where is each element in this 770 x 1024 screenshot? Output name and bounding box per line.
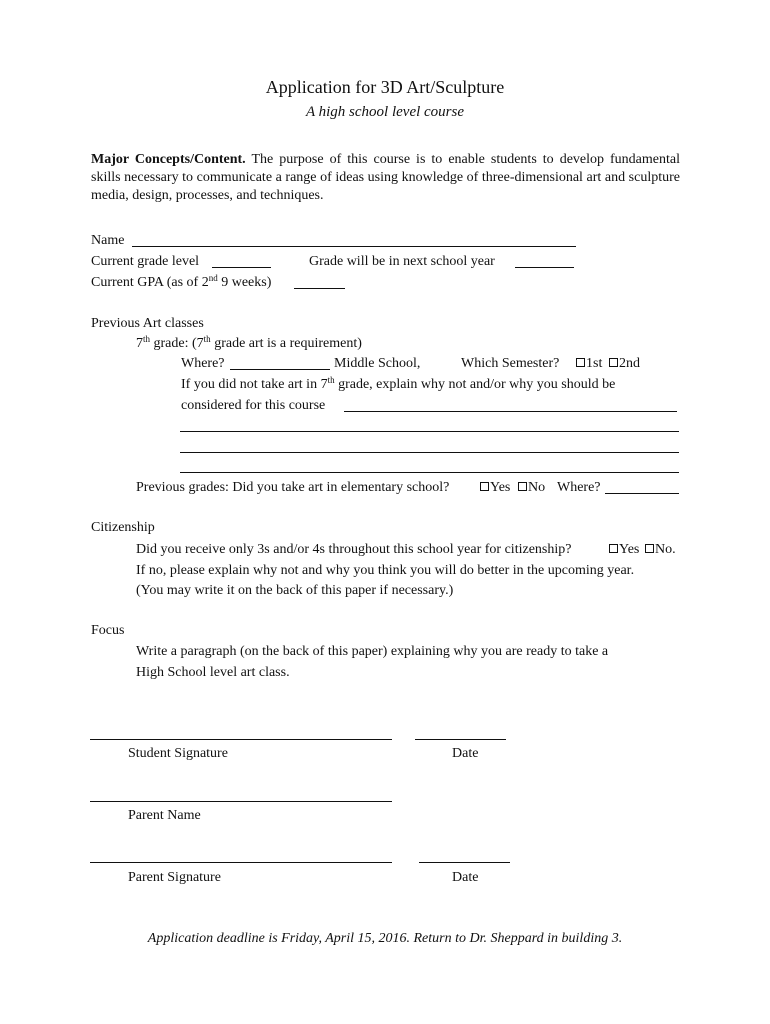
- citizenship-note: (You may write it on the back of this paper if necessary.): [136, 583, 454, 598]
- explain-field-2[interactable]: [180, 431, 679, 432]
- checkbox-icon: [518, 482, 527, 491]
- deadline-note: Application deadline is Friday, April 15, 2016. Return to Dr. Sheppard in building 3.: [147, 931, 623, 946]
- elementary-yes-option[interactable]: Yes: [480, 481, 510, 495]
- parent-signature-label: Parent Signature: [128, 870, 221, 885]
- grade-field[interactable]: [212, 267, 271, 268]
- checkbox-icon: [480, 482, 489, 491]
- checkbox-icon: [609, 544, 618, 553]
- citizenship-yes-option[interactable]: Yes: [609, 543, 639, 557]
- considered-label: considered for this course: [181, 398, 326, 413]
- checkbox-icon: [609, 358, 618, 367]
- page-subtitle: A high school level course: [305, 104, 465, 120]
- citizenship-question: Did you receive only 3s and/or 4s throughout this school year for citizenship?: [136, 542, 572, 557]
- name-label: Name: [91, 233, 125, 248]
- focus-line-1: Write a paragraph (on the back of this paper) explaining why you are ready to take a: [136, 644, 609, 659]
- seventh-grade-line: 7th grade: (7th grade art is a requirement): [136, 334, 362, 351]
- semester-1st-option[interactable]: 1st: [576, 357, 602, 371]
- citizenship-heading: Citizenship: [91, 520, 155, 535]
- checkbox-icon: [576, 358, 585, 367]
- concepts-paragraph: [91, 151, 680, 205]
- gpa-field[interactable]: [294, 288, 345, 289]
- semester-2nd-option[interactable]: 2nd: [609, 357, 640, 371]
- previous-grades-question: Previous grades: Did you take art in elementary school?: [136, 480, 450, 495]
- date-field-1[interactable]: [415, 739, 506, 740]
- next-grade-label: Grade will be in next school year: [309, 254, 495, 269]
- parent-name-field[interactable]: [90, 801, 392, 802]
- checkbox-icon: [645, 544, 654, 553]
- name-field[interactable]: [132, 246, 576, 247]
- citizenship-no-option[interactable]: No.: [645, 543, 676, 557]
- next-grade-field[interactable]: [515, 267, 574, 268]
- focus-line-2: High School level art class.: [136, 665, 290, 680]
- page-title: Application for 3D Art/Sculpture: [265, 77, 505, 97]
- concepts-text: The purpose of this course is to enable students to develop fundamental skills necessary to communicate a range of ideas using knowledge of three-dimensional art and sculpture media, design, processes, and techniques.: [91, 152, 680, 203]
- where2-label: Where?: [557, 480, 601, 495]
- date-label-1: Date: [452, 746, 479, 761]
- explain-field-1[interactable]: [344, 411, 677, 412]
- parent-signature-field[interactable]: [90, 862, 392, 863]
- focus-heading: Focus: [91, 623, 125, 638]
- student-signature-label: Student Signature: [128, 746, 228, 761]
- previous-art-heading: Previous Art classes: [91, 316, 204, 331]
- middle-school-label: Middle School,: [334, 356, 421, 371]
- explain-line: If you did not take art in 7th grade, explain why not and/or why you should be: [181, 375, 616, 392]
- date-field-2[interactable]: [419, 862, 510, 863]
- explain-field-4[interactable]: [180, 472, 679, 473]
- grade-label: Current grade level: [91, 254, 200, 269]
- gpa-label: Current GPA (as of 2nd 9 weeks): [91, 273, 272, 290]
- citizenship-explain: If no, please explain why not and why you think you will do better in the upcoming year.: [136, 563, 635, 578]
- where-field[interactable]: [230, 369, 330, 370]
- semester-label: Which Semester?: [461, 356, 560, 371]
- explain-field-3[interactable]: [180, 452, 679, 453]
- elementary-no-option[interactable]: No: [518, 481, 545, 495]
- where-label: Where?: [181, 356, 225, 371]
- parent-name-label: Parent Name: [128, 808, 201, 823]
- concepts-heading: Major Concepts/Content.: [91, 152, 246, 167]
- where2-field[interactable]: [605, 493, 679, 494]
- student-signature-field[interactable]: [90, 739, 392, 740]
- date-label-2: Date: [452, 870, 479, 885]
